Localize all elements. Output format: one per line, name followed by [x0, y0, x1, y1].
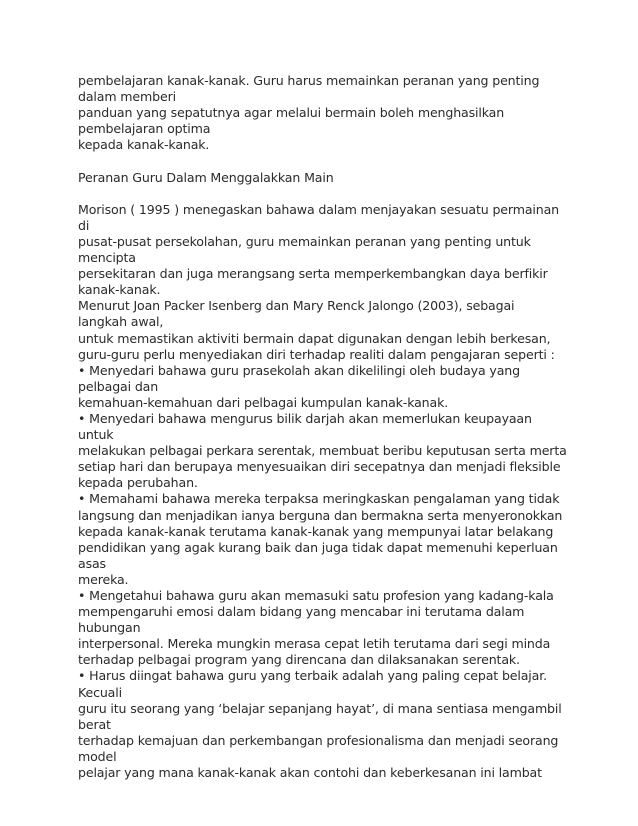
blank-line	[78, 186, 578, 202]
text-line: langkah awal,	[78, 314, 164, 330]
text-line: Kecuali	[78, 684, 122, 700]
text-line: pelajar yang mana kanak-kanak akan contohi dan keberkesanan ini lambat	[78, 765, 542, 781]
bullet-line: • Menyedari bahawa guru prasekolah akan dikelilingi oleh budaya yang	[78, 362, 520, 378]
text-line: panduan yang sepatutnya agar melalui bermain boleh menghasilkan	[78, 105, 505, 121]
text-line: untuk	[78, 427, 114, 443]
text-line: setiap hari dan berupaya menyesuaikan diri secepatnya dan menjadi fleksible	[78, 459, 561, 475]
bullet-line: • Memahami bahawa mereka terpaksa meringkaskan pengalaman yang tidak	[78, 491, 560, 507]
text-line: kepada kanak-kanak.	[78, 137, 210, 153]
text-line: untuk memastikan aktiviti bermain dapat digunakan dengan lebih berkesan,	[78, 330, 551, 346]
text-line: langsung dan menjadikan ianya berguna dan bermakna serta menyeronokkan	[78, 507, 563, 523]
document-body	[78, 73, 578, 781]
bullet-line: • Mengetahui bahawa guru akan memasuki satu profesion yang kadang-kala	[78, 588, 554, 603]
text-line: terhadap pelbagai program yang direncana dan dilaksanakan serentak.	[78, 652, 520, 668]
text-line: di	[78, 217, 90, 233]
text-line: pembelajaran kanak-kanak. Guru harus memainkan peranan yang penting	[78, 73, 540, 88]
text-line: kanak-kanak.	[78, 282, 161, 298]
text-line: pusat-pusat persekolahan, guru memainkan peranan yang penting untuk	[78, 233, 531, 249]
text-line: Morison ( 1995 ) menegaskan bahawa dalam menjayakan sesuatu permainan	[78, 201, 559, 217]
text-line: mereka.	[78, 571, 129, 587]
text-line: kemahuan-kemahuan dari pelbagai kumpulan kanak-kanak.	[78, 394, 449, 410]
text-line: guru-guru perlu menyediakan diri terhadap realiti dalam pengajaran seperti :	[78, 346, 555, 362]
text-line: asas	[78, 555, 106, 571]
text-line: berat	[78, 716, 111, 732]
text-line: Menurut Joan Packer Isenberg dan Mary Renck Jalongo (2003), sebagai	[78, 298, 515, 314]
text-line: terhadap kemajuan dan perkembangan profesionalisma dan menjadi seorang	[78, 732, 559, 748]
text-line: kepada kanak-kanak terutama kanak-kanak yang mempunyai latar belakang	[78, 523, 554, 539]
blank-line	[78, 153, 578, 169]
text-line: pendidikan yang agak kurang baik dan juga tidak dapat memenuhi keperluan	[78, 539, 558, 555]
text-line: mempengaruhi emosi dalam bidang yang mencabar ini terutama dalam	[78, 604, 525, 620]
text-line: model	[78, 748, 117, 764]
text-line: pelbagai dan	[78, 378, 159, 394]
bullet-line: • Menyedari bahawa mengurus bilik darjah akan memerlukan keupayaan	[78, 410, 532, 426]
text-line: melakukan pelbagai perkara serentak, membuat beribu keputusan serta merta	[78, 443, 567, 459]
section-heading: Peranan Guru Dalam Menggalakkan Main	[78, 169, 334, 185]
text-line: pembelajaran optima	[78, 121, 211, 137]
text-line: interpersonal. Mereka mungkin merasa cepat letih terutama dari segi minda	[78, 636, 551, 652]
text-line: dalam memberi	[78, 89, 176, 105]
text-line: mencipta	[78, 250, 136, 266]
text-line: hubungan	[78, 620, 141, 636]
text-line: kepada perubahan.	[78, 475, 198, 491]
text-line: persekitaran dan juga merangsang serta memperkembangkan daya berfikir	[78, 266, 548, 282]
text-line: guru itu seorang yang ‘belajar sepanjang hayat’, di mana sentiasa mengambil	[78, 700, 562, 716]
bullet-line: • Harus diingat bahawa guru yang terbaik adalah yang paling cepat belajar.	[78, 668, 547, 684]
